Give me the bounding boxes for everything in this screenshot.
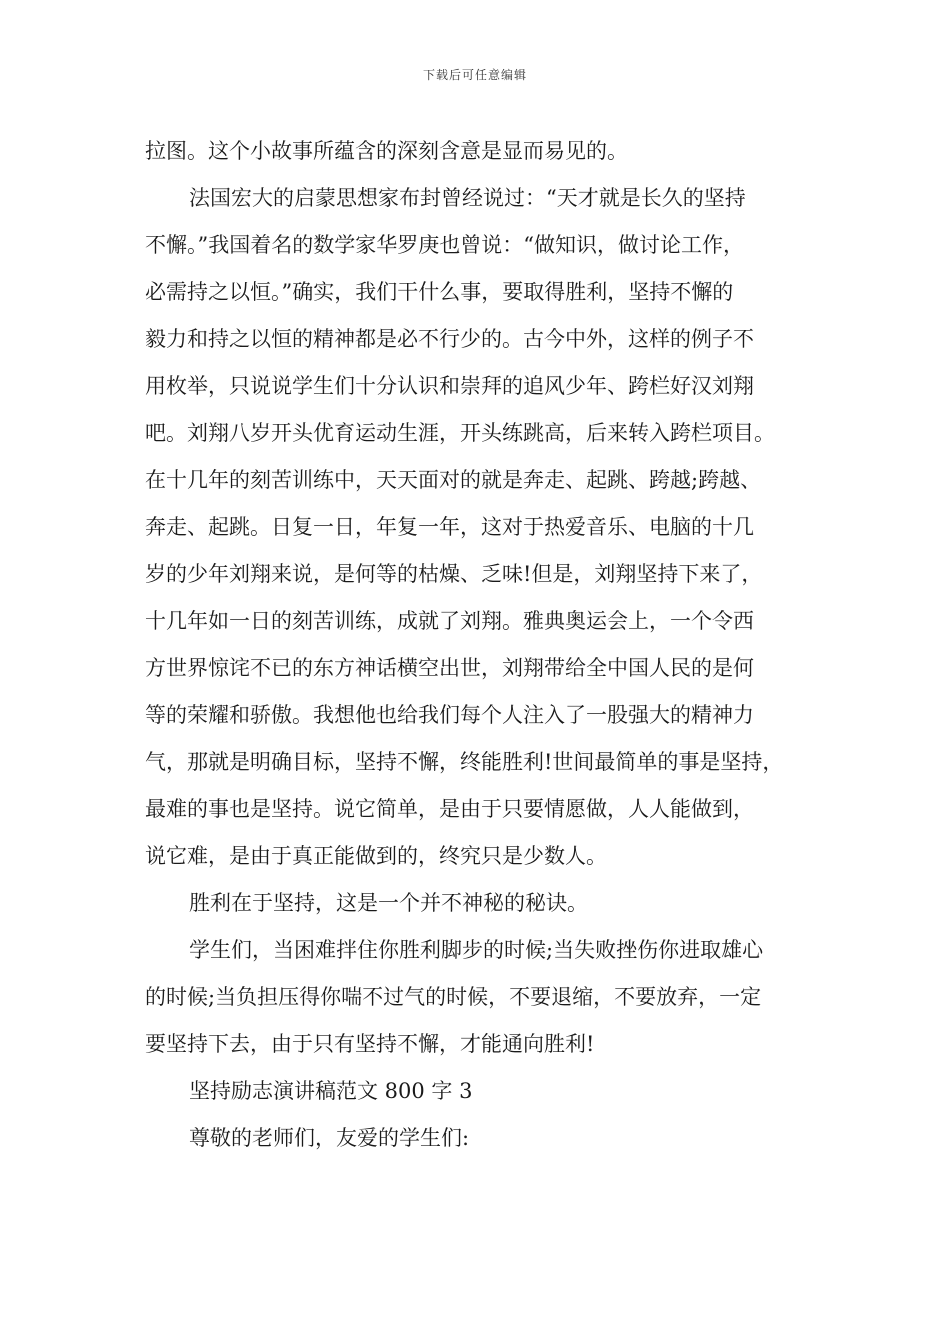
text-line: 法国宏大的启蒙思想家布封曾经说过：“天才就是长久的坚持 <box>189 186 746 210</box>
text-line: 学生们，当困难拌住你胜利脚步的时候;当失败挫伤你进取雄心 <box>189 938 764 962</box>
document-body <box>145 128 825 1162</box>
text-line: 拉图。这个小故事所蕴含的深刻含意是显而易见的。 <box>145 139 628 163</box>
text-line: 的时候;当负担压得你喘不过气的时候，不要退缩，不要放弃，一定 <box>145 985 762 1009</box>
text-line: 最难的事也是坚持。说它简单，是由于只要情愿做，人人能做到， <box>145 797 754 821</box>
text-line: 要坚持下去，由于只有坚持不懈，才能通向胜利! <box>145 1032 595 1056</box>
text-line: 吧。刘翔八岁开头优育运动生涯，开头练跳高，后来转入跨栏项目。 <box>145 421 775 445</box>
text-line: 坚持励志演讲稿范文 800 字 3 <box>189 1079 473 1103</box>
text-line: 尊敬的老师们，友爱的学生们: <box>189 1126 470 1150</box>
text-line: 奔走、起跳。日复一日，年复一年，这对于热爱音乐、电脑的十几 <box>145 515 754 539</box>
text-line: 胜利在于坚持，这是一个并不神秘的秘诀。 <box>189 891 588 915</box>
text-line: 气，那就是明确目标，坚持不懈，终能胜利!世间最简单的事是坚持， <box>145 750 784 774</box>
text-line: 十几年如一日的刻苦训练，成就了刘翔。雅典奥运会上，一个令西 <box>145 609 754 633</box>
text-line: 毅力和持之以恒的精神都是必不行少的。古今中外，这样的例子不 <box>145 327 754 351</box>
text-line: 必需持之以恒。”确实，我们干什么事，要取得胜利，坚持不懈的 <box>145 280 734 304</box>
text-line: 用枚举，只说说学生们十分认识和崇拜的追风少年、跨栏好汉刘翔 <box>145 374 754 398</box>
text-line: 不懈。”我国着名的数学家华罗庚也曾说：“做知识，做讨论工作， <box>145 233 744 257</box>
text-line: 方世界惊诧不已的东方神话横空出世，刘翔带给全中国人民的是何 <box>145 656 754 680</box>
text-line: 等的荣耀和骄傲。我想他也给我们每个人注入了一股强大的精神力 <box>145 703 754 727</box>
page-header: 下载后可任意编辑 <box>422 68 527 82</box>
text-line: 说它难，是由于真正能做到的，终究只是少数人。 <box>145 844 607 868</box>
text-line: 岁的少年刘翔来说，是何等的枯燥、乏味!但是，刘翔坚持下来了， <box>145 562 763 586</box>
text-line: 在十几年的刻苦训练中，天天面对的就是奔走、起跳、跨越;跨越、 <box>145 468 762 492</box>
